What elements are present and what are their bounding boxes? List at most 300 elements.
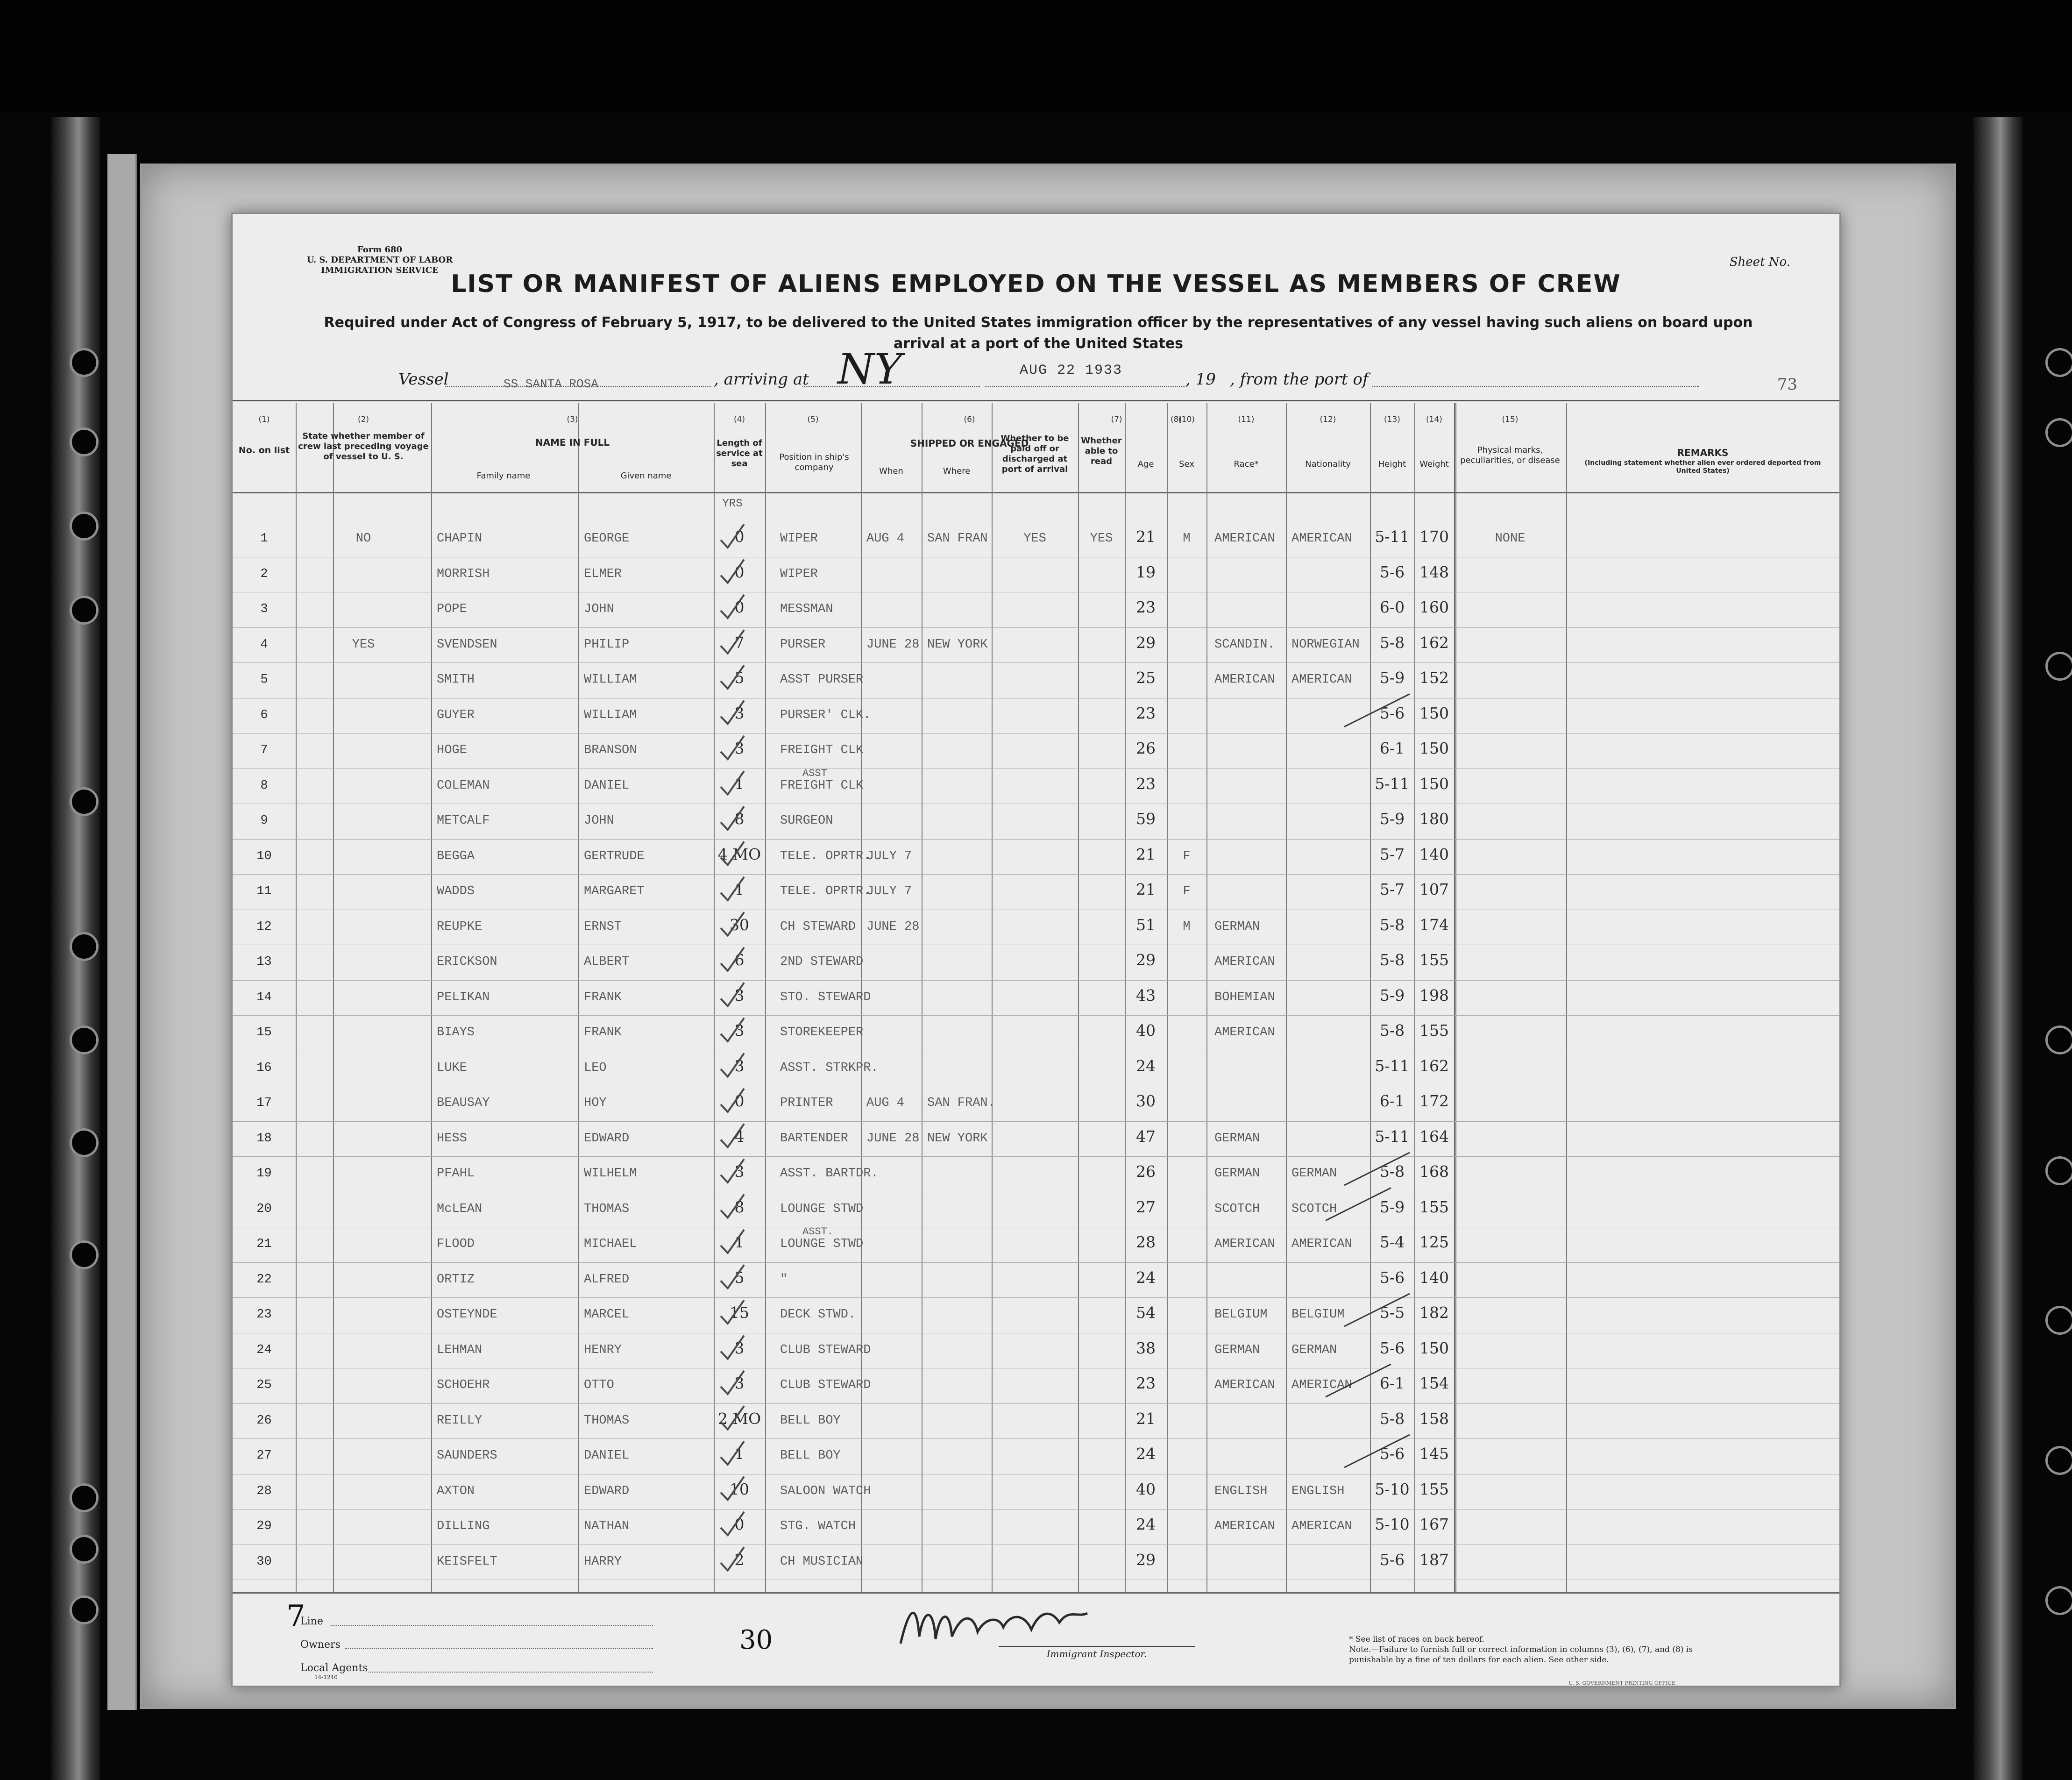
nationality-cell: ENGLISH: [1291, 1484, 1345, 1498]
row-number: 19: [256, 1167, 272, 1181]
position-cell: TELE. OPRTR.: [780, 849, 871, 863]
position-cell: ASST PURSER: [780, 673, 864, 687]
header-position: Position in ship's company: [779, 452, 849, 472]
check-mark: [721, 630, 744, 654]
position-cell: STOREKEEPER: [780, 1025, 864, 1040]
age-cell: 23: [1136, 704, 1156, 722]
height-cell: 6-1: [1379, 1374, 1405, 1392]
height-cell: 6-1: [1379, 739, 1405, 757]
manifest-sheet: [231, 213, 1841, 1687]
service-length-cell: 0: [734, 527, 745, 546]
given-name-cell: WILLIAM: [584, 708, 637, 722]
binder-hole: [2048, 1588, 2072, 1613]
family-name-cell: SAUNDERS: [437, 1449, 497, 1463]
position-cell: FREIGHT CLK: [780, 743, 864, 757]
header-physical-marks: Physical marks, peculiarities, or disease: [1460, 445, 1560, 465]
check-mark: [721, 1547, 744, 1571]
position-cell: FREIGHT CLK: [780, 778, 864, 793]
family-name-cell: ORTIZ: [437, 1272, 475, 1287]
handwritten-count: 30: [739, 1625, 773, 1655]
age-cell: 23: [1136, 598, 1156, 616]
page-edge: [107, 154, 137, 1710]
row-number: 7: [260, 743, 268, 757]
position-cell: PURSER' CLK.: [780, 708, 871, 722]
height-cell: 5-11: [1375, 774, 1410, 793]
family-name-cell: GUYER: [437, 708, 475, 722]
tally-stroke: [1326, 1188, 1391, 1221]
position-cell: SURGEON: [780, 814, 833, 828]
race-cell: AMERICAN: [1214, 1519, 1275, 1533]
race-cell: AMERICAN: [1214, 673, 1275, 687]
given-name-cell: FRANK: [584, 1025, 622, 1040]
form-number: Form 680: [357, 245, 403, 255]
given-name-cell: FRANK: [584, 990, 622, 1004]
height-cell: 5-6: [1379, 562, 1405, 581]
header-weight: Weight: [1419, 459, 1449, 469]
weight-cell: 140: [1419, 845, 1449, 863]
given-name-cell: HENRY: [584, 1343, 622, 1357]
nationality-cell: AMERICAN: [1291, 673, 1352, 687]
age-cell: 51: [1136, 915, 1156, 934]
weight-cell: 187: [1419, 1550, 1449, 1569]
race-cell: AMERICAN: [1214, 1378, 1275, 1392]
age-cell: 27: [1136, 1197, 1156, 1216]
position-cell: PRINTER: [780, 1096, 833, 1110]
position-prefix-cell: ASST: [802, 767, 827, 779]
family-name-cell: REUPKE: [437, 919, 483, 934]
given-name-cell: EDWARD: [584, 1484, 630, 1498]
age-cell: 54: [1136, 1303, 1156, 1322]
service-length-cell: 3: [734, 986, 745, 1004]
service-length-cell: 3: [734, 1162, 745, 1181]
binder-hole: [2048, 420, 2072, 445]
height-cell: 6-0: [1379, 598, 1405, 616]
race-cell: GERMAN: [1214, 1167, 1260, 1181]
family-name-cell: SMITH: [437, 673, 475, 687]
given-name-cell: HARRY: [584, 1554, 622, 1569]
service-length-cell: 3: [734, 739, 745, 757]
shipped-when-cell: JULY 7: [866, 849, 912, 863]
binder-hole: [2048, 350, 2072, 375]
check-marks: [233, 214, 1839, 1686]
height-cell: 5-9: [1379, 810, 1405, 828]
tally-stroke: [1344, 1294, 1410, 1326]
position-cell: CH STEWARD: [780, 919, 856, 934]
age-cell: 29: [1136, 633, 1156, 652]
binder-hole: [2048, 1448, 2072, 1473]
sex-cell: F: [1183, 884, 1191, 898]
check-mark: [721, 1159, 744, 1182]
age-cell: 23: [1136, 774, 1156, 793]
given-name-cell: NATHAN: [584, 1519, 630, 1533]
family-name-cell: PFAHL: [437, 1167, 475, 1181]
service-length-cell: 3: [734, 1021, 745, 1040]
year-label: , 19: [1185, 370, 1216, 389]
service-length-cell: 6: [734, 951, 745, 969]
paid-off-cell: YES: [1023, 532, 1046, 546]
family-name-cell: OSTEYNDE: [437, 1308, 497, 1322]
given-name-cell: ALBERT: [584, 955, 630, 969]
row-number: 26: [256, 1413, 272, 1428]
given-name-cell: WILHELM: [584, 1167, 637, 1181]
given-name-cell: OTTO: [584, 1378, 614, 1392]
service-length-cell: 1: [734, 880, 745, 898]
column-number: (3): [567, 415, 578, 424]
nationality-cell: BELGIUM: [1291, 1308, 1345, 1322]
weight-cell: 150: [1419, 704, 1449, 722]
family-name-cell: COLEMAN: [437, 778, 490, 793]
row-number: 13: [256, 955, 272, 969]
from-port-label: , from the port of: [1230, 370, 1369, 389]
arriving-handwritten: NY: [837, 345, 902, 394]
header-name-in-full: NAME IN FULL: [535, 437, 610, 448]
physical-marks-cell: NONE: [1495, 532, 1526, 546]
binder-hole: [72, 1486, 96, 1510]
row-number: 16: [256, 1061, 272, 1075]
given-name-cell: THOMAS: [584, 1413, 630, 1428]
footer-notes: [1349, 1634, 1732, 1665]
family-name-cell: DILLING: [437, 1519, 490, 1533]
binder-hole: [72, 430, 96, 454]
row-number: 2: [260, 567, 268, 581]
header-sex: Sex: [1179, 459, 1194, 469]
service-length-cell: 15: [730, 1303, 749, 1322]
family-name-cell: KEISFELT: [437, 1554, 497, 1569]
right-binder-strip: [1973, 117, 2022, 1780]
check-mark: [721, 912, 744, 936]
age-cell: 28: [1136, 1233, 1156, 1251]
height-cell: 5-6: [1379, 1339, 1405, 1357]
sheet-number-label: Sheet No.: [1729, 255, 1790, 269]
height-cell: 5-9: [1379, 1197, 1405, 1216]
service-name: IMMIGRATION SERVICE: [321, 265, 439, 275]
nationality-cell: AMERICAN: [1291, 532, 1352, 546]
family-name-cell: POPE: [437, 602, 467, 616]
height-cell: 5-6: [1379, 704, 1405, 722]
shipped-where-cell: NEW YORK: [927, 1131, 988, 1146]
header-paid-off: Whether to be paid off or discharged at port of arrival: [1001, 434, 1069, 474]
service-length-cell: 1: [734, 1233, 745, 1251]
column-number: (7): [1111, 415, 1122, 424]
family-name-cell: HESS: [437, 1131, 467, 1146]
position-cell: MESSMAN: [780, 602, 833, 616]
height-cell: 5-10: [1375, 1515, 1410, 1533]
arrival-date-stamp: AUG 22 1933: [1020, 363, 1123, 378]
height-cell: 5-4: [1379, 1233, 1405, 1251]
given-name-cell: LEO: [584, 1061, 607, 1075]
height-cell: 5-6: [1379, 1268, 1405, 1287]
tally-stroke: [1344, 694, 1410, 727]
race-cell: AMERICAN: [1214, 1237, 1275, 1251]
owners-field-rule: [345, 1648, 653, 1649]
position-cell: LOUNGE STWD: [780, 1237, 864, 1251]
column-number: (10): [1178, 415, 1195, 424]
age-cell: 23: [1136, 1374, 1156, 1392]
service-length-cell: 3: [734, 1056, 745, 1075]
binder-hole: [72, 514, 96, 538]
weight-cell: 155: [1419, 951, 1449, 969]
shipped-when-cell: JUNE 28: [866, 637, 920, 652]
position-cell: TELE. OPRTR.: [780, 884, 871, 898]
row-number: 12: [256, 919, 272, 934]
check-mark: [721, 560, 744, 583]
column-number: (6): [964, 415, 975, 424]
row-number: 29: [256, 1519, 272, 1533]
position-cell: LOUNGE STWD: [780, 1202, 864, 1216]
weight-cell: 155: [1419, 1021, 1449, 1040]
age-cell: 26: [1136, 1162, 1156, 1181]
race-cell: BOHEMIAN: [1214, 990, 1275, 1004]
footer-owners-label: Owners: [300, 1639, 341, 1651]
service-length-cell: 4 MO: [717, 845, 761, 863]
column-number: (5): [807, 415, 819, 424]
tally-stroke: [1344, 1153, 1410, 1185]
service-length-cell: 4: [734, 1127, 745, 1146]
family-name-cell: AXTON: [437, 1484, 475, 1498]
weight-cell: 150: [1419, 774, 1449, 793]
height-cell: 5-11: [1375, 527, 1410, 546]
height-cell: 5-7: [1379, 880, 1405, 898]
header-family-name: Family name: [476, 471, 531, 481]
header-race: Race*: [1234, 459, 1259, 469]
age-cell: 38: [1136, 1339, 1156, 1357]
row-number: 11: [256, 884, 272, 898]
nationality-cell: GERMAN: [1291, 1167, 1337, 1181]
header-state-whether: State whether member of crew last preceding voyage of vessel to U. S.: [298, 431, 429, 462]
family-name-cell: WADDS: [437, 884, 475, 898]
service-length-cell: 0: [734, 1092, 745, 1110]
weight-cell: 168: [1419, 1162, 1449, 1181]
position-cell: CLUB STEWARD: [780, 1343, 871, 1357]
position-cell: BELL BOY: [780, 1449, 841, 1463]
check-mark: [721, 524, 744, 548]
family-name-cell: SCHOEHR: [437, 1378, 490, 1392]
check-mark: [721, 736, 744, 759]
age-cell: 30: [1136, 1092, 1156, 1110]
row-number: 17: [256, 1096, 272, 1110]
check-mark: [721, 947, 744, 971]
service-length-cell: 8: [734, 1197, 745, 1216]
service-length-cell: 5: [734, 1268, 745, 1287]
header-able-to-read: Whether able to read: [1081, 436, 1122, 466]
header-shipped-or-engaged: SHIPPED OR ENGAGED: [910, 438, 1029, 449]
weight-cell: 162: [1419, 633, 1449, 652]
header-age: Age: [1137, 459, 1154, 469]
service-length-cell: 1: [734, 1445, 745, 1463]
family-name-cell: CHAPIN: [437, 532, 483, 546]
height-cell: 5-6: [1379, 1445, 1405, 1463]
header-remarks: REMARKS: [1677, 447, 1729, 458]
row-number: 27: [256, 1449, 272, 1463]
given-name-cell: HOY: [584, 1096, 607, 1110]
given-name-cell: ELMER: [584, 567, 622, 581]
page-number: 73: [1777, 375, 1797, 394]
handwritten-margin-mark: 7: [286, 1599, 305, 1634]
shipped-when-cell: JUNE 28: [866, 1131, 920, 1146]
nationality-cell: SCOTCH: [1291, 1202, 1337, 1216]
service-length-cell: 10: [730, 1480, 749, 1498]
header-where: Where: [943, 466, 971, 476]
binder-hole: [72, 598, 96, 622]
arriving-label: , arriving at: [714, 370, 809, 389]
given-name-cell: MICHAEL: [584, 1237, 637, 1251]
age-cell: 19: [1136, 562, 1156, 581]
given-name-cell: MARCEL: [584, 1308, 630, 1322]
given-name-cell: WILLIAM: [584, 673, 637, 687]
height-cell: 5-9: [1379, 986, 1405, 1004]
age-cell: 40: [1136, 1021, 1156, 1040]
row-number: 3: [260, 602, 268, 616]
age-cell: 21: [1136, 527, 1156, 546]
check-mark: [721, 1195, 744, 1218]
binder-hole: [72, 1028, 96, 1052]
binder-hole: [2048, 1159, 2072, 1183]
check-mark: [721, 595, 744, 618]
service-length-cell: 2 MO: [717, 1409, 761, 1428]
position-cell: ASST. BARTDR.: [780, 1167, 879, 1181]
check-mark: [721, 1054, 744, 1077]
weight-cell: 174: [1419, 915, 1449, 934]
race-cell: SCANDIN.: [1214, 637, 1275, 652]
column-number: (15): [1502, 415, 1519, 424]
prev-voyage-cell: YES: [352, 637, 375, 652]
family-name-cell: SVENDSEN: [437, 637, 497, 652]
height-cell: 5-11: [1375, 1127, 1410, 1146]
age-cell: 24: [1136, 1056, 1156, 1075]
race-cell: BELGIUM: [1214, 1308, 1268, 1322]
weight-cell: 145: [1419, 1445, 1449, 1463]
prev-voyage-cell: NO: [355, 532, 371, 546]
check-mark: [721, 665, 744, 689]
weight-cell: 140: [1419, 1268, 1449, 1287]
column-number: (11): [1238, 415, 1255, 424]
column-number: (12): [1320, 415, 1336, 424]
position-cell: WIPER: [780, 567, 818, 581]
binder-hole: [72, 350, 96, 375]
row-number: 28: [256, 1484, 272, 1498]
binder-hole: [2048, 1308, 2072, 1332]
given-name-cell: ALFRED: [584, 1272, 630, 1287]
header-height: Height: [1378, 459, 1406, 469]
column-number: (13): [1384, 415, 1400, 424]
age-cell: 25: [1136, 669, 1156, 687]
age-cell: 24: [1136, 1445, 1156, 1463]
footer-line-label: Line: [300, 1616, 323, 1627]
height-cell: 5-8: [1379, 1021, 1405, 1040]
family-name-cell: ERICKSON: [437, 955, 497, 969]
row-number: 9: [260, 814, 268, 828]
weight-cell: 107: [1419, 880, 1449, 898]
check-mark: [721, 1512, 744, 1535]
age-cell: 24: [1136, 1515, 1156, 1533]
weight-cell: 180: [1419, 810, 1449, 828]
row-number: 5: [260, 673, 268, 687]
service-length-cell: 8: [734, 810, 745, 828]
check-mark: [721, 842, 744, 865]
vessel-label: Vessel: [398, 370, 449, 389]
able-to-read-cell: YES: [1090, 532, 1113, 546]
age-cell: 24: [1136, 1268, 1156, 1287]
weight-cell: 155: [1419, 1480, 1449, 1498]
position-cell: STG. WATCH: [780, 1519, 856, 1533]
position-cell: STO. STEWARD: [780, 990, 871, 1004]
check-mark: [721, 1336, 744, 1359]
race-cell: AMERICAN: [1214, 955, 1275, 969]
agents-field-rule: [368, 1672, 653, 1673]
race-cell: SCOTCH: [1214, 1202, 1260, 1216]
weight-cell: 155: [1419, 1197, 1449, 1216]
height-cell: 5-8: [1379, 951, 1405, 969]
binder-hole: [72, 1243, 96, 1267]
row-number: 23: [256, 1308, 272, 1322]
footer-form-code: 14-1240: [314, 1674, 338, 1680]
given-name-cell: ERNST: [584, 919, 622, 934]
service-length-cell: 3: [734, 1339, 745, 1357]
check-mark: [721, 1265, 744, 1289]
given-name-cell: MARGARET: [584, 884, 645, 898]
row-number: 4: [260, 637, 268, 652]
header-given-name: Given name: [620, 471, 672, 481]
column-number: (8): [1170, 415, 1182, 424]
column-number: (4): [733, 415, 745, 424]
inspector-signature: [891, 1599, 1125, 1651]
race-note: * See list of races on back hereof.: [1349, 1635, 1485, 1644]
service-length-cell: 0: [734, 1515, 745, 1533]
weight-cell: 182: [1419, 1303, 1449, 1322]
race-cell: AMERICAN: [1214, 532, 1275, 546]
shipped-when-cell: JULY 7: [866, 884, 912, 898]
position-cell: CH MUSICIAN: [780, 1554, 864, 1569]
row-number: 20: [256, 1202, 272, 1216]
check-mark: [721, 1406, 744, 1430]
family-name-cell: REILLY: [437, 1413, 483, 1428]
weight-cell: 158: [1419, 1409, 1449, 1428]
nationality-cell: GERMAN: [1291, 1343, 1337, 1357]
check-mark: [721, 1441, 744, 1465]
weight-cell: 198: [1419, 986, 1449, 1004]
race-cell: GERMAN: [1214, 919, 1260, 934]
check-mark: [721, 877, 744, 900]
nationality-cell: AMERICAN: [1291, 1378, 1352, 1392]
family-name-cell: BIAYS: [437, 1025, 475, 1040]
check-mark: [721, 1300, 744, 1324]
binder-hole: [72, 790, 96, 814]
height-cell: 6-1: [1379, 1092, 1405, 1110]
position-cell: PURSER: [780, 637, 826, 652]
position-cell: ": [780, 1272, 788, 1287]
age-cell: 40: [1136, 1480, 1156, 1498]
check-mark: [721, 1018, 744, 1041]
age-cell: 26: [1136, 739, 1156, 757]
column-number: (2): [357, 415, 369, 424]
age-cell: 59: [1136, 810, 1156, 828]
position-prefix-cell: ASST.: [802, 1226, 834, 1238]
age-cell: 21: [1136, 1409, 1156, 1428]
inspector-label: Immigrant Inspector.: [999, 1646, 1195, 1659]
weight-cell: 164: [1419, 1127, 1449, 1146]
height-cell: 5-7: [1379, 845, 1405, 863]
weight-cell: 148: [1419, 562, 1449, 581]
weight-cell: 154: [1419, 1374, 1449, 1392]
height-cell: 5-6: [1379, 1550, 1405, 1569]
footer-agents-label: Local Agents: [300, 1662, 368, 1674]
height-cell: 5-8: [1379, 915, 1405, 934]
weight-cell: 167: [1419, 1515, 1449, 1533]
check-mark: [721, 1477, 744, 1500]
row-number: 15: [256, 1025, 272, 1040]
family-name-cell: FLOOD: [437, 1237, 475, 1251]
age-cell: 21: [1136, 880, 1156, 898]
